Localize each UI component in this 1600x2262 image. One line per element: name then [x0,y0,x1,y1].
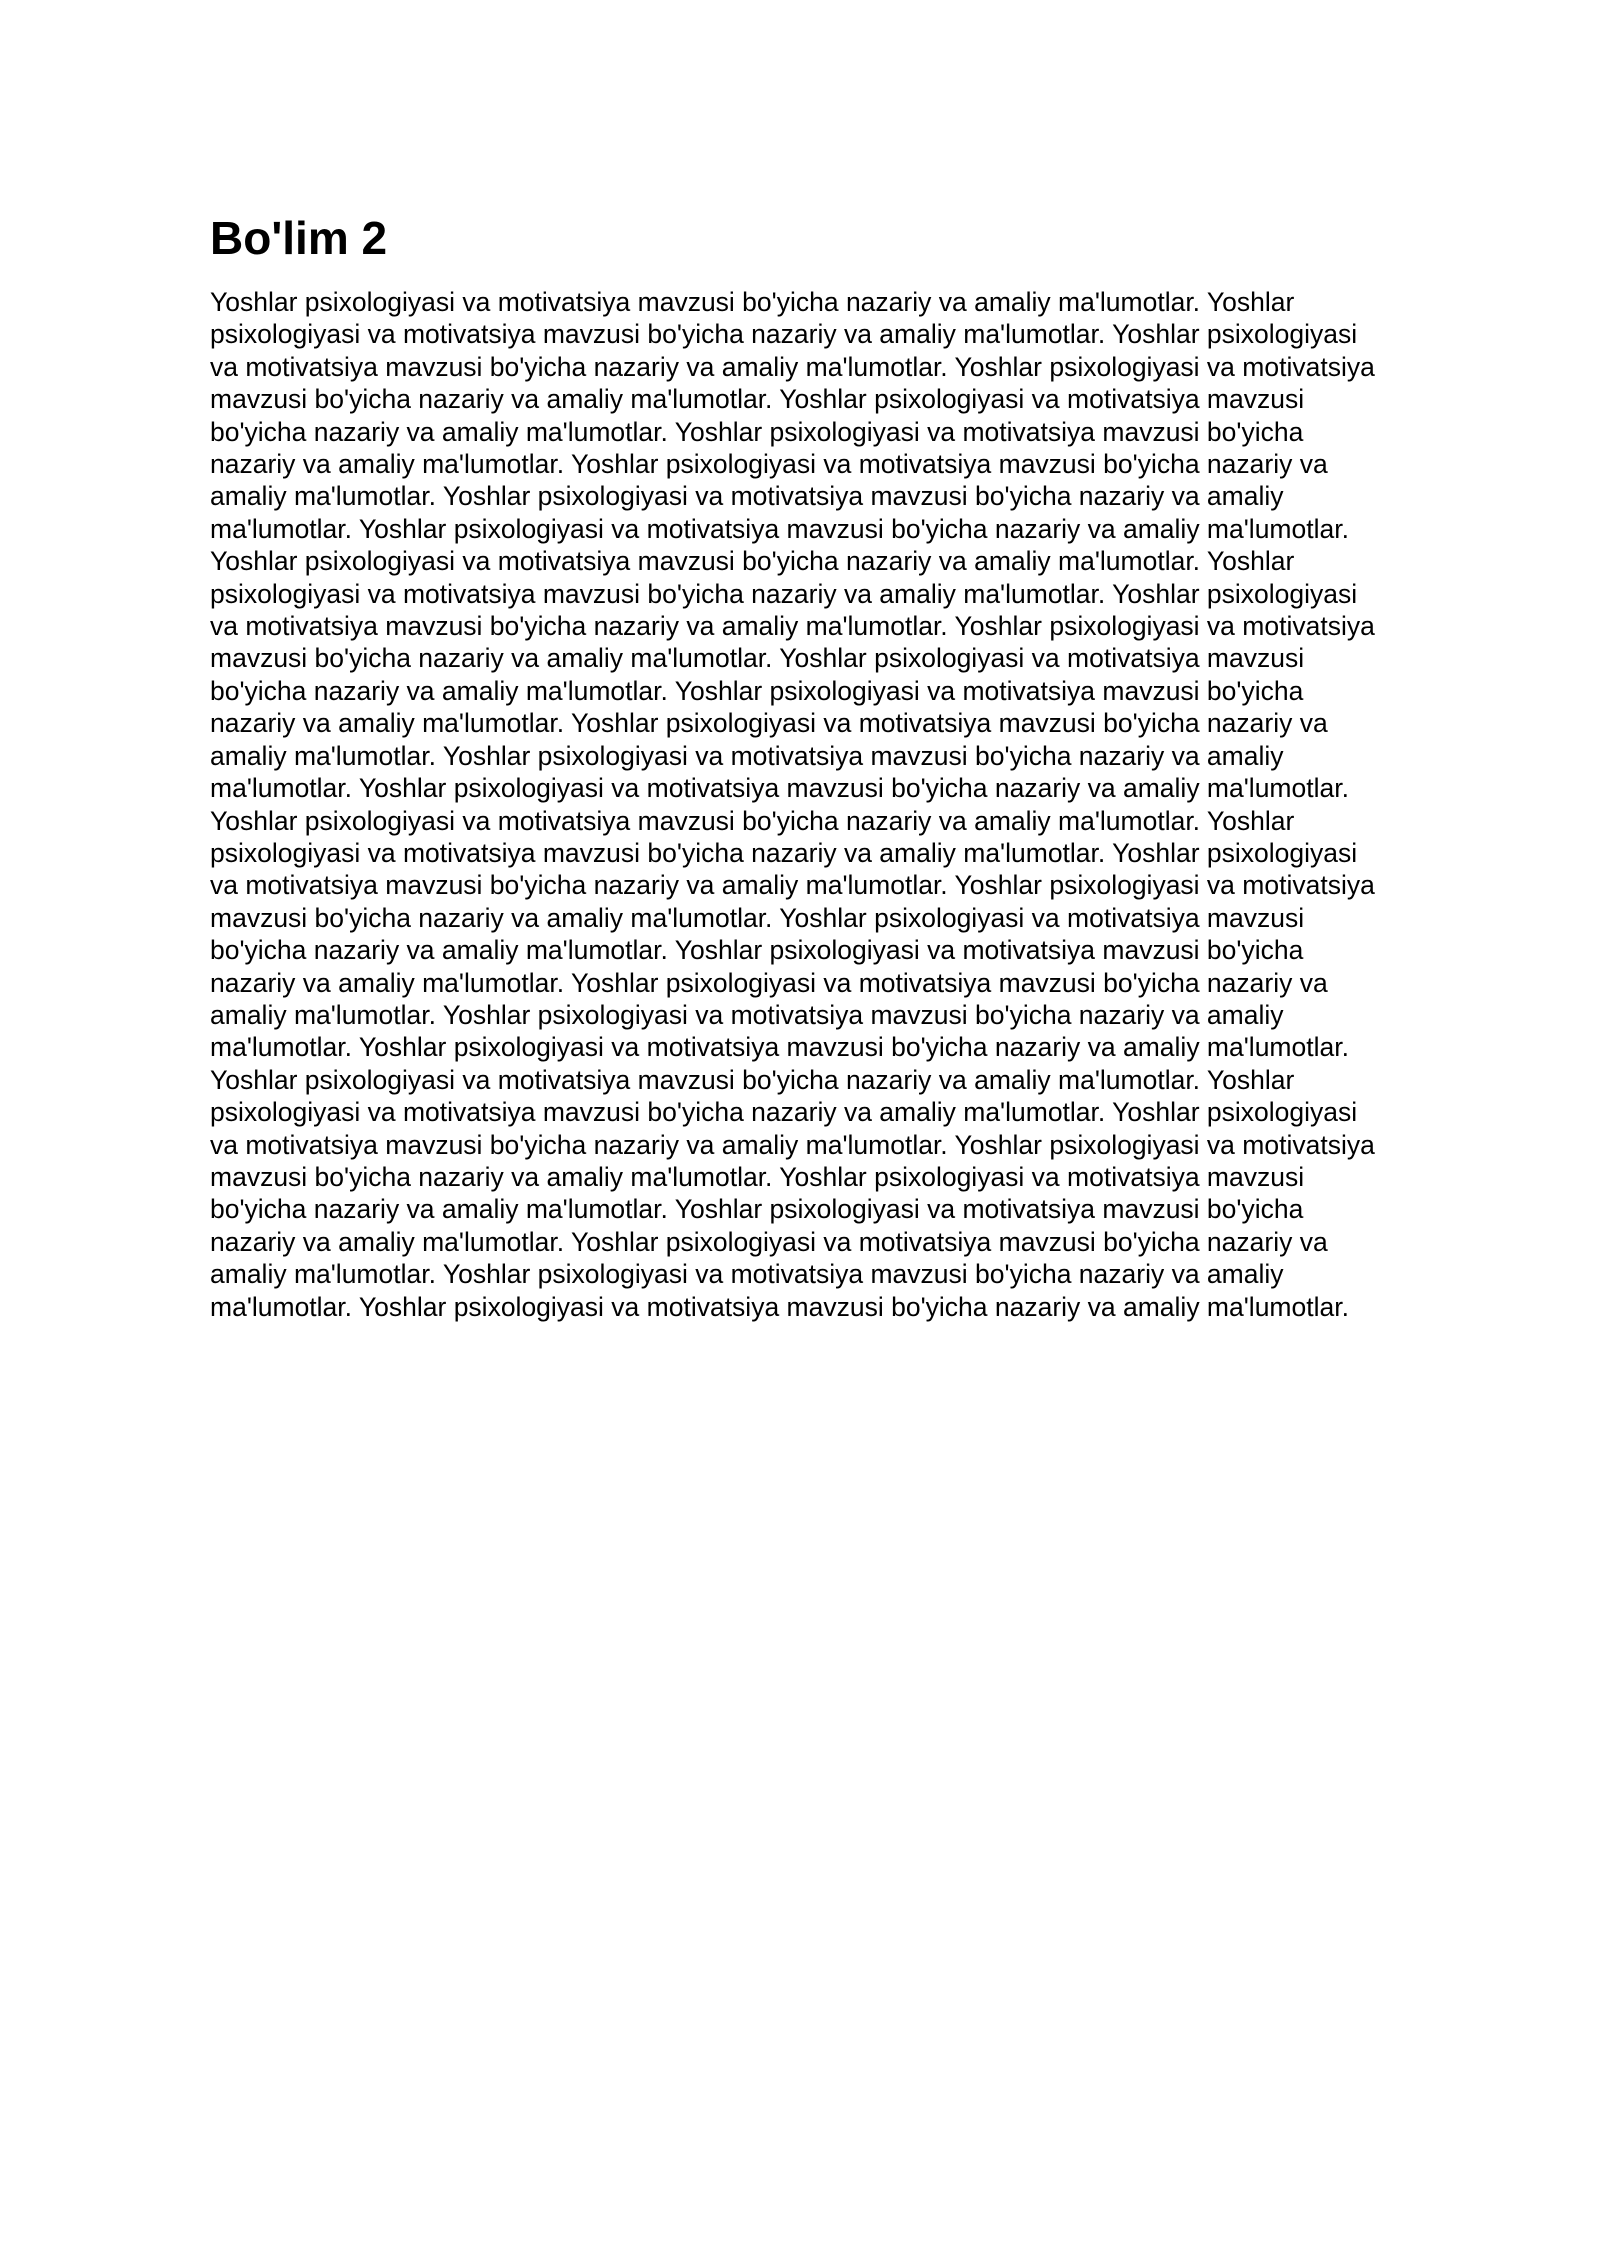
body-paragraph: Yoshlar psixologiyasi va motivatsiya mavzusi bo'yicha nazariy va amaliy ma'lumotlar. Yoshlar psixologiyasi va motivatsiya mavzusi bo'yicha nazariy va amaliy ma'lumotlar. Yoshlar psixologiyasi va motivatsiya mavzusi bo'yicha nazariy va amaliy ma'lumotlar. Yoshlar psixologiyasi va motivatsiya mavzusi bo'yicha nazariy va amaliy ma'lumotlar. Yoshlar psixologiyasi va motivatsiya mavzusi bo'yicha nazariy va amaliy ma'lumotlar. Yoshlar psixologiyasi va motivatsiya mavzusi bo'yicha nazariy va amaliy ma'lumotlar. Yoshlar psixologiyasi va motivatsiya mavzusi bo'yicha nazariy va amaliy ma'lumotlar. Yoshlar psixologiyasi va motivatsiya mavzusi bo'yicha nazariy va amaliy ma'lumotlar. Yoshlar psixologiyasi va motivatsiya mavzusi bo'yicha nazariy va amaliy ma'lumotlar. Yoshlar psixologiyasi va motivatsiya mavzusi bo'yicha nazariy va amaliy ma'lumotlar. Yoshlar psixologiyasi va motivatsiya mavzusi bo'yicha nazariy va amaliy ma'lumotlar. Yoshlar psixologiyasi va motivatsiya mavzusi bo'yicha nazariy va amaliy ma'lumotlar. Yoshlar psixologiyasi va motivatsiya mavzusi bo'yicha nazariy va amaliy ma'lumotlar. Yoshlar psixologiyasi va motivatsiya mavzusi bo'yicha nazariy va amaliy ma'lumotlar. Yoshlar psixologiyasi va motivatsiya mavzusi bo'yicha nazariy va amaliy ma'lumotlar. Yoshlar psixologiyasi va motivatsiya mavzusi bo'yicha nazariy va amaliy ma'lumotlar. Yoshlar psixologiyasi va motivatsiya mavzusi bo'yicha nazariy va amaliy ma'lumotlar. Yoshlar psixologiyasi va motivatsiya mavzusi bo'yicha nazariy va amaliy ma'lumotlar. Yoshlar psixologiyasi va motivatsiya mavzusi bo'yicha nazariy va amaliy ma'lumotlar. Yoshlar psixologiyasi va motivatsiya mavzusi bo'yicha nazariy va amaliy ma'lumotlar. Yoshlar psixologiyasi va motivatsiya mavzusi bo'yicha nazariy va amaliy ma'lumotlar. Yoshlar psixologiyasi va motivatsiya mavzusi bo'yicha nazariy va amaliy ma'lumotlar. Yoshlar psixologiyasi va motivatsiya mavzusi bo'yicha nazariy va amaliy ma'lumotlar. Yoshlar psixologiyasi va motivatsiya mavzusi bo'yicha nazariy va amaliy ma'lumotlar. Yoshlar psixologiyasi va motivatsiya mavzusi bo'yicha nazariy va amaliy ma'lumotlar. Yoshlar psixologiyasi va motivatsiya mavzusi bo'yicha nazariy va amaliy ma'lumotlar. Yoshlar psixologiyasi va motivatsiya mavzusi bo'yicha nazariy va amaliy ma'lumotlar. Yoshlar psixologiyasi va motivatsiya mavzusi bo'yicha nazariy va amaliy ma'lumotlar. Yoshlar psixologiyasi va motivatsiya mavzusi bo'yicha nazariy va amaliy ma'lumotlar. Yoshlar psixologiyasi va motivatsiya mavzusi bo'yicha nazariy va amaliy ma'lumotlar. Yoshlar psixologiyasi va motivatsiya mavzusi bo'yicha nazariy va amaliy ma'lumotlar. Yoshlar psixologiyasi va motivatsiya mavzusi bo'yicha nazariy va amaliy ma'lumotlar. Yoshlar psixologiyasi va motivatsiya mavzusi bo'yicha nazariy va amaliy ma'lumotlar. Yoshlar psixologiyasi va motivatsiya mavzusi bo'yicha nazariy va amaliy ma'lumotlar. Yoshlar psixologiyasi va motivatsiya mavzusi bo'yicha nazariy va amaliy ma'lumotlar. Yoshlar psixologiyasi va motivatsiya mavzusi bo'yicha nazariy va amaliy ma'lumotlar. [210,287,1375,1322]
section-heading: Bo'lim 2 [210,212,388,264]
